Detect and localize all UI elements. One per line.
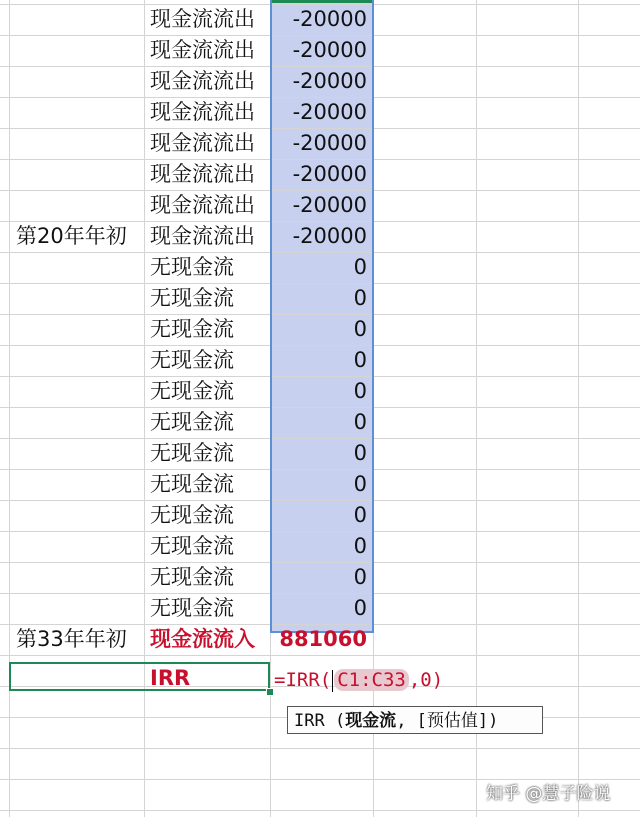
column-gridline (578, 0, 579, 817)
column-gridline (9, 0, 10, 817)
cell-a[interactable] (16, 593, 144, 624)
cell-c[interactable]: -20000 (292, 131, 367, 155)
cell-b[interactable]: 现金流流出 (150, 38, 255, 62)
cell-a[interactable] (16, 345, 144, 376)
cell-b[interactable]: 现金流流出 (150, 131, 255, 155)
row-gridline (0, 655, 640, 656)
tooltip-arg-guess[interactable]: , [预估值]) (396, 711, 499, 731)
cell-a[interactable] (16, 562, 144, 593)
cell-a[interactable] (16, 4, 144, 35)
cell-a[interactable] (16, 97, 144, 128)
cell-b[interactable]: 现金流流出 (150, 162, 255, 186)
cell-c[interactable]: 0 (353, 379, 367, 403)
cell-b[interactable]: 无现金流 (150, 534, 234, 558)
cell-b[interactable]: 无现金流 (150, 286, 234, 310)
cell-b[interactable]: 现金流流出 (150, 193, 255, 217)
cell-c[interactable]: -20000 (292, 224, 367, 248)
cell-c[interactable]: 0 (353, 441, 367, 465)
cell-a[interactable] (16, 407, 144, 438)
cell-a[interactable] (16, 252, 144, 283)
cell-c[interactable]: 0 (353, 596, 367, 620)
cell-b[interactable]: 无现金流 (150, 348, 234, 372)
cell-b[interactable]: 无现金流 (150, 503, 234, 527)
cell-b[interactable]: 现金流流入 (150, 627, 255, 651)
row-gridline (0, 748, 640, 749)
cell-b[interactable]: 现金流流出 (150, 224, 255, 248)
cell-c[interactable]: 0 (353, 534, 367, 558)
cell-c[interactable]: 0 (353, 410, 367, 434)
formula-prefix: =IRR( (274, 669, 332, 691)
cell-a[interactable]: 第20年年初 (16, 224, 127, 248)
watermark: 知乎 @慧子险说 (486, 784, 611, 804)
column-gridline (144, 0, 145, 817)
cell-c[interactable]: -20000 (292, 162, 367, 186)
cell-b[interactable]: 无现金流 (150, 410, 234, 434)
tooltip-function: IRR ( (294, 711, 346, 731)
formula-editor[interactable] (274, 665, 443, 695)
cell-a[interactable] (16, 35, 144, 66)
cell-a[interactable] (16, 283, 144, 314)
cell-a[interactable] (16, 469, 144, 500)
cell-c[interactable]: 0 (353, 348, 367, 372)
cell-c[interactable]: 0 (353, 255, 367, 279)
tooltip-arg-cashflow[interactable]: 现金流 (345, 711, 397, 731)
cell-c[interactable]: 0 (353, 317, 367, 341)
column-c-indicator (270, 0, 373, 3)
cell-b[interactable]: 无现金流 (150, 255, 234, 279)
function-tooltip (287, 706, 543, 734)
cell-b[interactable]: 无现金流 (150, 565, 234, 589)
cell-c[interactable]: -20000 (292, 100, 367, 124)
cell-a[interactable] (16, 531, 144, 562)
cell-c[interactable]: -20000 (292, 69, 367, 93)
cell-b[interactable]: 无现金流 (150, 379, 234, 403)
fill-handle[interactable] (266, 688, 274, 696)
column-gridline (476, 0, 477, 817)
cell-b[interactable]: 无现金流 (150, 441, 234, 465)
cell-a[interactable]: 第33年年初 (16, 627, 127, 651)
cell-a[interactable] (16, 159, 144, 190)
cell-b[interactable]: 现金流流出 (150, 100, 255, 124)
active-cell-border (9, 662, 270, 691)
row-gridline (0, 810, 640, 811)
formula-range-reference[interactable]: C1:C33 (334, 669, 409, 691)
cell-b[interactable]: 现金流流出 (150, 7, 255, 31)
cell-c[interactable]: 0 (353, 286, 367, 310)
cell-c[interactable]: -20000 (292, 193, 367, 217)
cell-c[interactable]: 0 (353, 503, 367, 527)
formula-suffix: ,0) (408, 669, 444, 691)
cell-a[interactable] (16, 500, 144, 531)
cell-c[interactable]: 0 (353, 472, 367, 496)
irr-label-cell[interactable]: IRR (150, 666, 191, 690)
cell-a[interactable] (16, 438, 144, 469)
cell-b[interactable]: 现金流流出 (150, 69, 255, 93)
selection-border-right (372, 0, 374, 632)
cell-c[interactable]: -20000 (292, 38, 367, 62)
cell-a[interactable] (16, 66, 144, 97)
cell-b[interactable]: 无现金流 (150, 596, 234, 620)
cell-c[interactable]: 881060 (279, 627, 367, 651)
cell-a[interactable] (16, 314, 144, 345)
cell-a[interactable] (16, 376, 144, 407)
cell-c[interactable]: 0 (353, 565, 367, 589)
cell-a[interactable] (16, 190, 144, 221)
cell-a[interactable] (16, 128, 144, 159)
cell-c[interactable]: -20000 (292, 7, 367, 31)
cell-b[interactable]: 无现金流 (150, 317, 234, 341)
cell-b[interactable]: 无现金流 (150, 472, 234, 496)
